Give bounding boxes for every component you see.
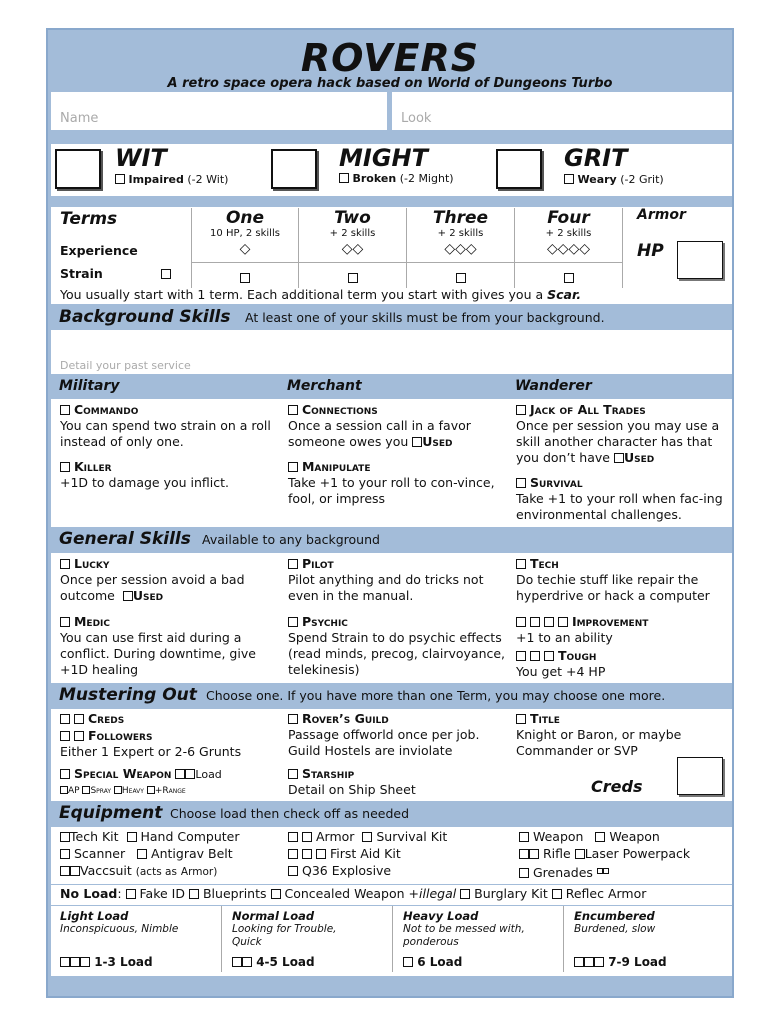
first-aid-checkbox-2[interactable]: [302, 849, 312, 859]
merchant-header: Merchant: [287, 378, 362, 394]
page-subtitle: A retro space opera hack based on World of Dungeons Turbo: [167, 76, 613, 91]
general-desc: Available to any background: [202, 532, 380, 547]
laser-powerpack-checkbox[interactable]: [575, 849, 585, 859]
mustering-desc: Choose one. If you have more than one Term, you may choose one more.: [206, 688, 666, 703]
equipment-header: [48, 802, 732, 826]
strain-checkbox[interactable]: [240, 273, 250, 283]
grit-label: GRIT: [564, 144, 628, 172]
equipment-panel: [51, 827, 732, 884]
opt-creds: Creds: [60, 711, 124, 727]
hp-label: HP: [637, 241, 664, 261]
general-header: [48, 528, 732, 552]
q36-checkbox[interactable]: [288, 866, 298, 876]
might-condition: Broken (-2 Might): [339, 172, 454, 185]
vaccsuit-checkbox-2[interactable]: [70, 866, 80, 876]
weapon-1-checkbox[interactable]: [519, 832, 529, 842]
creds-box[interactable]: [677, 757, 723, 795]
wit-score-box[interactable]: [55, 149, 101, 189]
scanner-checkbox[interactable]: [60, 849, 70, 859]
skill-psychic: Psychic Spend Strain to do psychic effects (read minds, precog, clairvoyance, telekinesis): [288, 614, 506, 677]
weary-checkbox[interactable]: [564, 174, 574, 184]
character-sheet: [46, 28, 734, 998]
term-name: Four: [547, 208, 590, 228]
equip-col-3: Weapon Weapon Rifle Laser Powerpack Grenades: [519, 828, 729, 881]
name-placeholder: Name: [60, 111, 99, 126]
grit-condition: Weary (-2 Grit): [564, 173, 664, 186]
heavy-checkbox[interactable]: [114, 786, 122, 794]
burglary-kit-checkbox[interactable]: [460, 889, 470, 899]
no-load-row: No Load: Fake ID Blueprints Concealed Weapon +illegal Burglary Kit Reflec Armor: [51, 885, 732, 905]
term-sub: 10 HP, 2 skills: [210, 228, 280, 239]
creds-checkbox-2[interactable]: [74, 714, 84, 724]
wit-condition: Impaired (-2 Wit): [115, 173, 228, 186]
pilot-checkbox[interactable]: [288, 559, 298, 569]
armor-label: Armor: [637, 207, 686, 223]
skill-tech: Tech Do techie stuff like repair the hyperdrive or hack a computer: [516, 556, 710, 603]
lucky-used-checkbox[interactable]: [123, 591, 133, 601]
background-placeholder: Detail your past service: [60, 359, 191, 372]
term-sub: + 2 skills: [545, 228, 592, 239]
wanderer-header: Wanderer: [515, 378, 592, 394]
ap-checkbox[interactable]: [60, 786, 68, 794]
term-col-one: [191, 208, 299, 288]
term-col-three: [407, 208, 515, 288]
skill-tough: Tough You get +4 HP: [516, 648, 606, 679]
tech-kit-checkbox[interactable]: [60, 832, 70, 842]
skill-survival: Survival Take +1 to your roll when fac-ing environmental challenges.: [516, 475, 723, 522]
skill-connections: Connections Once a session call in a favor someone owes you Used: [288, 402, 471, 449]
manipulate-checkbox[interactable]: [288, 462, 298, 472]
medic-checkbox[interactable]: [60, 617, 70, 627]
background-skills-panel: [51, 399, 732, 527]
mustering-title: Mustering Out: [59, 685, 197, 705]
load-checkbox-1[interactable]: [175, 769, 185, 779]
creds-box-label: Creds: [591, 777, 643, 796]
page-title: ROVERS: [300, 36, 480, 80]
term-col-four: [515, 208, 623, 288]
terms-label: Terms: [60, 209, 118, 229]
broken-checkbox[interactable]: [339, 173, 349, 183]
background-detail-field[interactable]: [51, 330, 732, 374]
look-field[interactable]: [392, 92, 732, 130]
skill-commando: Commando You can spend two strain on a roll instead of only one.: [60, 402, 271, 449]
stats-panel: [51, 144, 732, 196]
tough-checkbox-1[interactable]: [516, 651, 526, 661]
name-field[interactable]: [51, 92, 387, 130]
rifle-checkbox-1[interactable]: [519, 849, 529, 859]
term-col-two: [299, 208, 407, 288]
first-aid-checkbox-1[interactable]: [288, 849, 298, 859]
opt-followers: Followers Either 1 Expert or 2-6 Grunts: [60, 728, 242, 759]
impaired-checkbox[interactable]: [115, 174, 125, 184]
strain-checkbox[interactable]: [348, 273, 358, 283]
fake-id-checkbox[interactable]: [126, 889, 136, 899]
antigrav-belt-checkbox[interactable]: [137, 849, 147, 859]
wit-label: WIT: [115, 144, 167, 172]
creds-checkbox-1[interactable]: [60, 714, 70, 724]
heavy-load-checkbox[interactable]: [403, 957, 413, 967]
special-weapon-checkbox[interactable]: [60, 769, 70, 779]
followers-checkbox-2[interactable]: [74, 731, 84, 741]
strain-checkbox[interactable]: [456, 273, 466, 283]
terms-grid: [191, 208, 623, 288]
hp-box[interactable]: [677, 241, 723, 279]
normal-load-checkbox-2[interactable]: [242, 957, 252, 967]
skill-improvement: Improvement +1 to an ability: [516, 614, 649, 645]
connections-checkbox[interactable]: [288, 405, 298, 415]
might-score-box[interactable]: [271, 149, 317, 189]
skill-pilot: Pilot Pilot anything and do tricks not even in the manual.: [288, 556, 484, 603]
reflec-armor-checkbox[interactable]: [552, 889, 562, 899]
commando-checkbox[interactable]: [60, 405, 70, 415]
improvement-checkbox-1[interactable]: [516, 617, 526, 627]
jack-checkbox[interactable]: [516, 405, 526, 415]
light-load-checkbox-1[interactable]: [60, 957, 70, 967]
starship-checkbox[interactable]: [288, 769, 298, 779]
general-title: General Skills: [59, 529, 191, 549]
grenade-count-checkbox-2[interactable]: [603, 868, 609, 874]
title-checkbox[interactable]: [516, 714, 526, 724]
first-aid-checkbox-3[interactable]: [316, 849, 326, 859]
term-name: Three: [432, 208, 489, 228]
skill-killer: Killer +1D to damage you inflict.: [60, 459, 230, 490]
blueprints-checkbox[interactable]: [189, 889, 199, 899]
psychic-checkbox[interactable]: [288, 617, 298, 627]
opt-title: Title Knight or Baron, or maybe Commander or SVP: [516, 711, 682, 758]
terms-panel: [51, 207, 732, 304]
survival-kit-checkbox[interactable]: [362, 832, 372, 842]
experience-diamonds[interactable]: ◇◇: [341, 241, 364, 257]
equipment-desc: Choose load then check off as needed: [170, 806, 410, 821]
load-encumbered: Encumbered Burdened, slow 7-9 Load: [563, 906, 731, 972]
vaccsuit-checkbox-1[interactable]: [60, 866, 70, 876]
opt-rovers-guild: Rover’s Guild Passage offworld once per job. Guild Hostels are inviolate: [288, 711, 480, 758]
strain-label: Strain: [60, 266, 103, 281]
military-header: Military: [59, 378, 120, 394]
improvement-checkbox-2[interactable]: [530, 617, 540, 627]
experience-diamonds[interactable]: ◇: [239, 241, 251, 257]
mustering-panel: [51, 709, 732, 801]
terms-note: You usually start with 1 term. Each additional term you start with gives you a Scar.: [60, 287, 582, 302]
term-name: Two: [334, 208, 371, 228]
background-header: [48, 306, 732, 330]
rifle-checkbox-2[interactable]: [529, 849, 539, 859]
guild-checkbox[interactable]: [288, 714, 298, 724]
encumbered-checkbox-2[interactable]: [584, 957, 594, 967]
grenades-checkbox[interactable]: [519, 868, 529, 878]
tough-checkbox-2[interactable]: [530, 651, 540, 661]
followers-checkbox-1[interactable]: [60, 731, 70, 741]
tough-checkbox-3[interactable]: [544, 651, 554, 661]
experience-diamonds[interactable]: ◇◇◇: [444, 241, 477, 257]
skill-lucky: Lucky Once per session avoid a bad outcome Used: [60, 556, 245, 603]
background-title: Background Skills: [59, 307, 231, 327]
equip-col-2: Armor Survival Kit First Aid Kit Q36 Explosive: [288, 828, 513, 879]
experience-label: Experience: [60, 243, 138, 258]
improvement-checkbox-3[interactable]: [544, 617, 554, 627]
background-desc: At least one of your skills must be from your background.: [245, 310, 605, 325]
hand-computer-checkbox[interactable]: [127, 832, 137, 842]
grit-score-box[interactable]: [496, 149, 542, 189]
improvement-checkbox-4[interactable]: [558, 617, 568, 627]
encumbered-checkbox-1[interactable]: [574, 957, 584, 967]
strain-checkbox-base[interactable]: [161, 269, 171, 279]
opt-starship: Starship Detail on Ship Sheet: [288, 766, 416, 797]
load-checkbox-2[interactable]: [185, 769, 195, 779]
encumbered-checkbox-3[interactable]: [594, 957, 604, 967]
weapon-2-checkbox[interactable]: [595, 832, 605, 842]
general-skills-panel: [51, 553, 732, 683]
strain-checkbox[interactable]: [564, 273, 574, 283]
load-normal: Normal Load Looking for Trouble, Quick 4-5 Load: [221, 906, 391, 972]
might-label: MIGHT: [339, 144, 428, 172]
killer-checkbox[interactable]: [60, 462, 70, 472]
load-light: Light Load Inconspicuous, Nimble 1-3 Load: [60, 909, 179, 969]
skill-manipulate: Manipulate Take +1 to your roll to con-vince, fool, or impress: [288, 459, 495, 506]
light-load-checkbox-2[interactable]: [70, 957, 80, 967]
term-sub: + 2 skills: [329, 228, 376, 239]
jack-used-checkbox[interactable]: [614, 453, 624, 463]
experience-diamonds[interactable]: ◇◇◇◇: [546, 241, 591, 257]
skill-jack-of-all-trades: Jack of All Trades Once per session you may use a skill another character has that you don’t have Used: [516, 402, 720, 465]
connections-used-checkbox[interactable]: [412, 437, 422, 447]
skill-medic: Medic You can use first aid during a conflict. During downtime, give +1D healing: [60, 614, 256, 677]
mustering-header: [48, 684, 732, 708]
opt-special-weapon: Special Weapon Load AP Spray Heavy +Range: [60, 766, 285, 799]
tech-checkbox[interactable]: [516, 559, 526, 569]
load-panel: [51, 906, 732, 976]
equipment-title: Equipment: [59, 803, 163, 823]
look-placeholder: Look: [401, 111, 432, 126]
survival-checkbox[interactable]: [516, 478, 526, 488]
armor-checkbox-2[interactable]: [302, 832, 312, 842]
equip-col-1: Tech Kit Hand Computer Scanner Antigrav Belt Vaccsuit (acts as Armor): [60, 828, 285, 881]
background-columns-header: [48, 376, 732, 398]
concealed-weapon-checkbox[interactable]: [271, 889, 281, 899]
light-load-checkbox-3[interactable]: [80, 957, 90, 967]
lucky-checkbox[interactable]: [60, 559, 70, 569]
normal-load-checkbox-1[interactable]: [232, 957, 242, 967]
armor-checkbox-1[interactable]: [288, 832, 298, 842]
load-heavy: Heavy Load Not to be messed with, ponderous 6 Load: [392, 906, 562, 972]
range-checkbox[interactable]: [147, 786, 155, 794]
term-sub: + 2 skills: [437, 228, 484, 239]
term-name: One: [225, 208, 265, 228]
